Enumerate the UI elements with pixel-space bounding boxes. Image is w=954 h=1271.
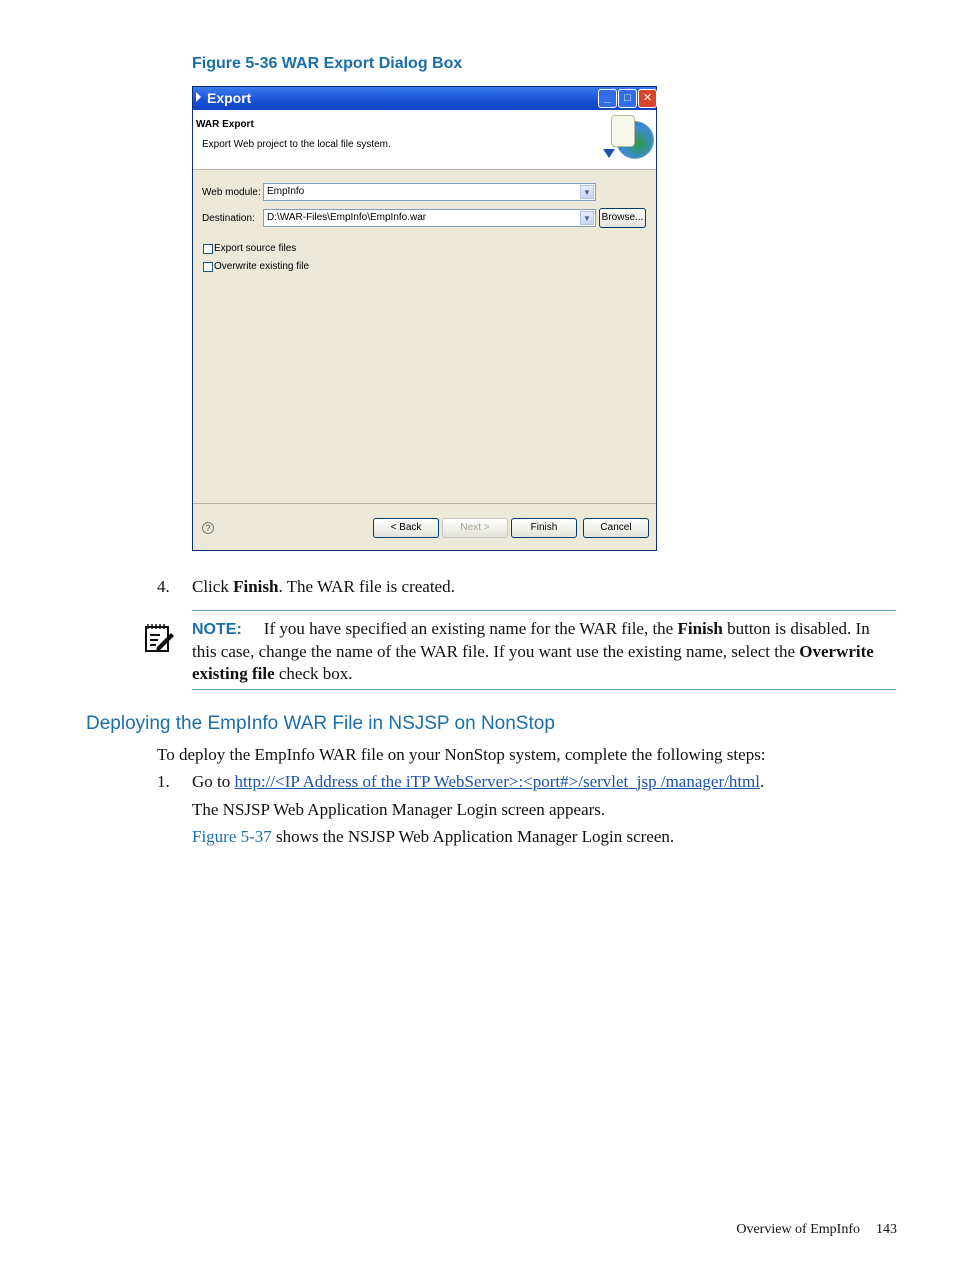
note-label: NOTE:: [192, 621, 242, 638]
dialog-titlebar[interactable]: [193, 87, 656, 110]
page-footer: [736, 1222, 897, 1238]
login-appears-paragraph: The NSJSP Web Application Manager Login screen appears.: [192, 800, 606, 819]
figure-reference-paragraph: [192, 826, 674, 848]
close-button[interactable]: ✕: [638, 89, 657, 108]
note-bottom-rule: [192, 689, 896, 690]
window-icon: [196, 92, 201, 102]
footer-title: Overview of EmpInfo: [736, 1222, 860, 1237]
back-button[interactable]: < Back: [373, 518, 439, 538]
browse-button[interactable]: Browse...: [599, 208, 646, 228]
overwrite-existing-label: Overwrite existing file: [214, 261, 310, 272]
destination-value: D:\WAR-Files\EmpInfo\EmpInfo.war: [267, 212, 427, 223]
figure-caption: Figure 5-36 WAR Export Dialog Box: [192, 55, 463, 72]
figure-5-37-link[interactable]: Figure 5-37: [192, 827, 272, 846]
chevron-down-icon[interactable]: ▼: [580, 185, 594, 199]
chevron-down-icon[interactable]: ▼: [580, 211, 594, 225]
note-text-3: check box.: [274, 664, 353, 683]
step-1-text: [192, 771, 764, 793]
manager-url-link[interactable]: http://<IP Address of the iTP WebServer>:<port#>/servlet_jsp /manager/html: [234, 772, 760, 791]
step-4-number: 4.: [157, 577, 170, 596]
section-heading: Deploying the EmpInfo WAR File in NSJSP on NonStop: [86, 713, 555, 734]
step-1-pre: Go to: [192, 772, 235, 791]
export-source-checkbox[interactable]: [203, 244, 213, 254]
web-module-label: Web module:: [202, 187, 261, 198]
web-module-value: EmpInfo: [267, 186, 305, 197]
minimize-button[interactable]: _: [598, 89, 617, 108]
note-text-1: If you have specified an existing name for the WAR file, the: [263, 619, 678, 638]
web-module-combo[interactable]: [263, 183, 596, 201]
banner-title: WAR Export: [196, 119, 254, 130]
export-source-label: Export source files: [214, 243, 297, 254]
note-text-2: button is disabled. In this case, change the name of the WAR file. If you want use the existing name, select the: [192, 619, 870, 661]
page-number: 143: [876, 1222, 897, 1237]
wizard-marker-icon: [603, 149, 615, 158]
wizard-banner: [193, 110, 656, 170]
figure-reference-rest: shows the NSJSP Web Application Manager Login screen.: [271, 827, 675, 846]
destination-combo[interactable]: [263, 209, 596, 227]
step-4-bold: Finish: [233, 577, 279, 596]
next-button[interactable]: Next >: [442, 518, 508, 538]
intro-paragraph: To deploy the EmpInfo WAR file on your NonStop system, complete the following steps:: [157, 745, 766, 764]
footer-separator: [193, 503, 656, 504]
step-4-pre: Click: [192, 577, 234, 596]
war-export-dialog: [192, 86, 657, 551]
step-1-number: 1.: [157, 772, 170, 791]
note-bold-overwrite: Overwrite existing file: [192, 642, 874, 683]
destination-label: Destination:: [202, 213, 255, 224]
banner-description: Export Web project to the local file system.: [202, 139, 391, 150]
step-4-text: [192, 576, 455, 598]
note-block: [192, 618, 898, 685]
note-top-rule: [192, 610, 896, 611]
dialog-title: Export: [207, 90, 252, 106]
maximize-button[interactable]: □: [618, 89, 637, 108]
step-1-post: .: [760, 772, 765, 791]
step-4-post: . The WAR file is created.: [278, 577, 455, 596]
note-bold-finish: Finish: [677, 619, 723, 638]
note-pencil-icon: [143, 622, 175, 654]
cancel-button[interactable]: Cancel: [583, 518, 649, 538]
war-jar-icon: [611, 115, 635, 147]
overwrite-existing-checkbox[interactable]: [203, 262, 213, 272]
finish-button[interactable]: Finish: [511, 518, 577, 538]
help-icon[interactable]: ?: [202, 522, 214, 534]
